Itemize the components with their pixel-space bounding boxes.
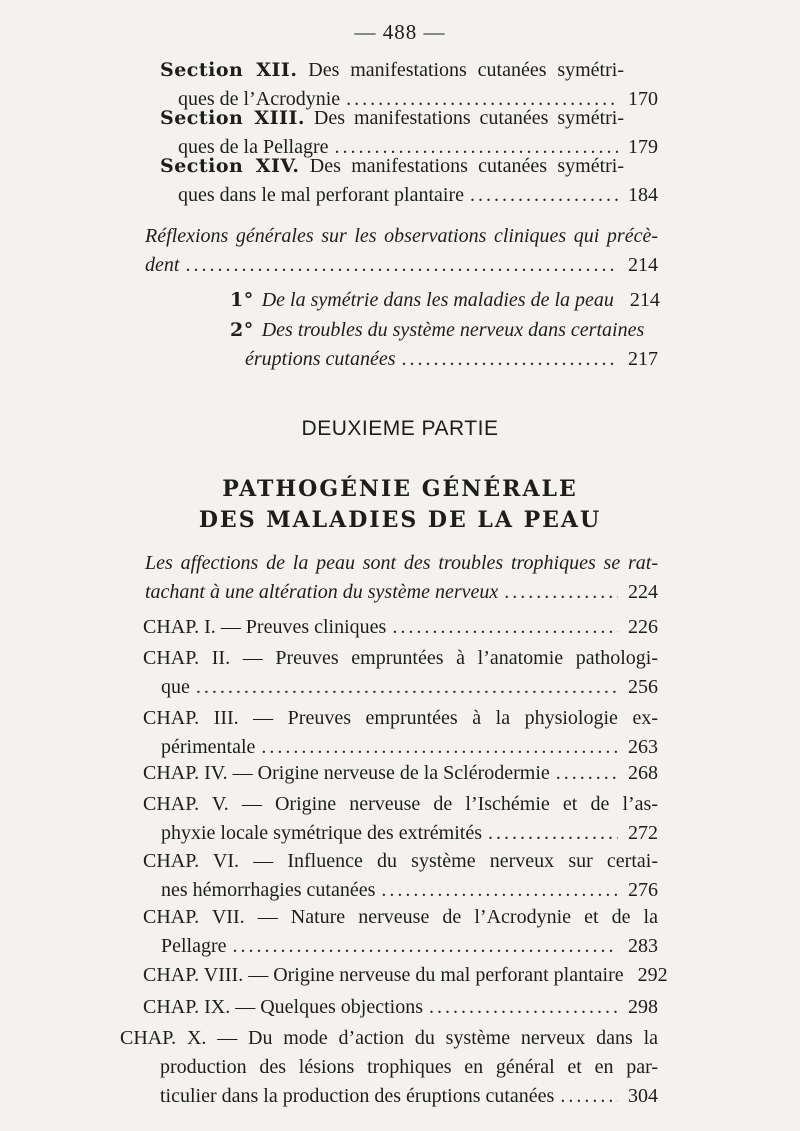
entry-text: CHAP. V. — Origine nerveuse de l’Ischémie et de l’as- — [143, 793, 658, 815]
entry-text: que — [161, 676, 190, 698]
entry-text: Pellagre — [161, 935, 227, 957]
toc-chapter-3 — [143, 704, 658, 762]
entry-text: ques dans le mal perforant plantaire — [178, 184, 464, 206]
leader-dots — [488, 819, 618, 848]
page-ref: 256 — [628, 676, 658, 698]
page-ref: 214 — [629, 289, 660, 311]
toc-chapter-2 — [143, 644, 658, 702]
entry-text: périmentale — [161, 736, 256, 758]
part-title: DEUXIEME PARTIE — [301, 417, 499, 440]
section-label: Section XIV. — [160, 155, 300, 177]
page-number: — 488 — — [354, 20, 446, 44]
leader-dots — [504, 578, 618, 607]
entry-text: Les affections de la peau sont des troubles trophiques se rat- — [145, 552, 658, 574]
leader-dots — [402, 345, 618, 374]
page-ref: 304 — [628, 1085, 658, 1107]
page-ref: 263 — [628, 736, 658, 758]
leader-dots — [429, 993, 618, 1022]
leader-dots — [381, 876, 618, 905]
entry-text: De la symétrie dans les maladies de la peau — [261, 289, 614, 311]
page-ref: 226 — [628, 616, 658, 638]
leader-dots — [233, 932, 618, 961]
leader-dots — [185, 251, 618, 280]
section-label: Section XII. — [160, 59, 298, 81]
toc-chapter-4 — [143, 759, 658, 788]
toc-chapter-5 — [143, 790, 658, 848]
toc-entry-reflexions — [145, 222, 658, 280]
leader-dots — [470, 181, 618, 210]
leader-dots — [392, 613, 618, 642]
toc-chapter-8 — [143, 961, 668, 990]
toc-chapter-6 — [143, 847, 658, 905]
entry-text: ques de la Pellagre — [178, 136, 329, 158]
leader-dots — [196, 673, 618, 702]
entry-text: CHAP. VI. — Influence du système nerveux sur certai- — [143, 850, 658, 872]
entry-text: CHAP. VIII. — Origine nerveuse du mal perforant plantaire — [143, 964, 624, 986]
page-ref: 184 — [628, 184, 658, 206]
entry-text: production des lésions trophiques en général et en par- — [160, 1056, 658, 1078]
page-ref: 276 — [628, 879, 658, 901]
entry-text: phyxie locale symétrique des extrémités — [161, 822, 483, 844]
page-ref: 292 — [637, 964, 668, 986]
entry-text: CHAP. VII. — Nature nerveuse de l’Acrodynie et de la — [143, 906, 658, 928]
entry-text: dent — [145, 254, 180, 276]
page-ref: 217 — [628, 348, 658, 370]
item-number: 2° — [230, 319, 254, 341]
toc-chapter-1 — [143, 613, 658, 642]
section-heading-2: DES MALADIES DE LA PEAU — [198, 507, 602, 533]
page-ref: 272 — [628, 822, 658, 844]
entry-text: Des manifestations cutanées symétri- — [309, 155, 625, 177]
entry-text: Réflexions générales sur les observations cliniques qui précè- — [145, 225, 658, 247]
entry-text: CHAP. III. — Preuves empruntées à la physiologie ex- — [143, 707, 658, 729]
entry-text: éruptions cutanées — [245, 348, 396, 370]
item-number: 1° — [230, 289, 254, 311]
page-ref: 268 — [628, 762, 658, 784]
page-ref: 298 — [628, 996, 658, 1018]
page-ref: 214 — [628, 254, 658, 276]
toc-chapter-7 — [143, 903, 658, 961]
leader-dots — [560, 1082, 618, 1111]
entry-text: CHAP. IV. — Origine nerveuse de la Sclérodermie — [143, 762, 550, 784]
section-heading-1: PATHOGÉNIE GÉNÉRALE — [222, 476, 578, 502]
entry-text: ques de l’Acrodynie — [178, 88, 341, 110]
page-ref: 179 — [628, 136, 658, 158]
entry-text: Des manifestations cutanées symétri- — [313, 107, 624, 129]
entry-text: Des manifestations cutanées symétri- — [308, 59, 624, 81]
toc-subentry-1 — [230, 286, 658, 315]
entry-text: CHAP. IX. — Quelques objections — [143, 996, 423, 1018]
entry-text: nes hémorrhagies cutanées — [161, 879, 376, 901]
toc-chapter-10 — [120, 1024, 658, 1111]
entry-text: CHAP. X. — Du mode d’action du système nerveux dans la — [120, 1027, 658, 1049]
page-ref: 170 — [628, 88, 658, 110]
entry-text: ticulier dans la production des éruptions cutanées — [160, 1085, 555, 1107]
entry-text: Des troubles du système nerveux dans certaines — [261, 319, 645, 341]
page-ref: 224 — [628, 581, 658, 603]
page-ref: 283 — [628, 935, 658, 957]
entry-text: CHAP. II. — Preuves empruntées à l’anatomie pathologi- — [143, 647, 658, 669]
entry-text: tachant à une altération du système nerveux — [145, 581, 499, 603]
section-label: Section XIII. — [160, 107, 305, 129]
leader-dots — [261, 733, 618, 762]
toc-entry-intro — [145, 549, 658, 607]
toc-subentry-2 — [230, 316, 658, 374]
entry-text: CHAP. I. — Preuves cliniques — [143, 616, 387, 638]
toc-entry-section-xiv — [160, 152, 658, 210]
toc-chapter-9 — [143, 993, 658, 1022]
leader-dots — [556, 759, 618, 788]
